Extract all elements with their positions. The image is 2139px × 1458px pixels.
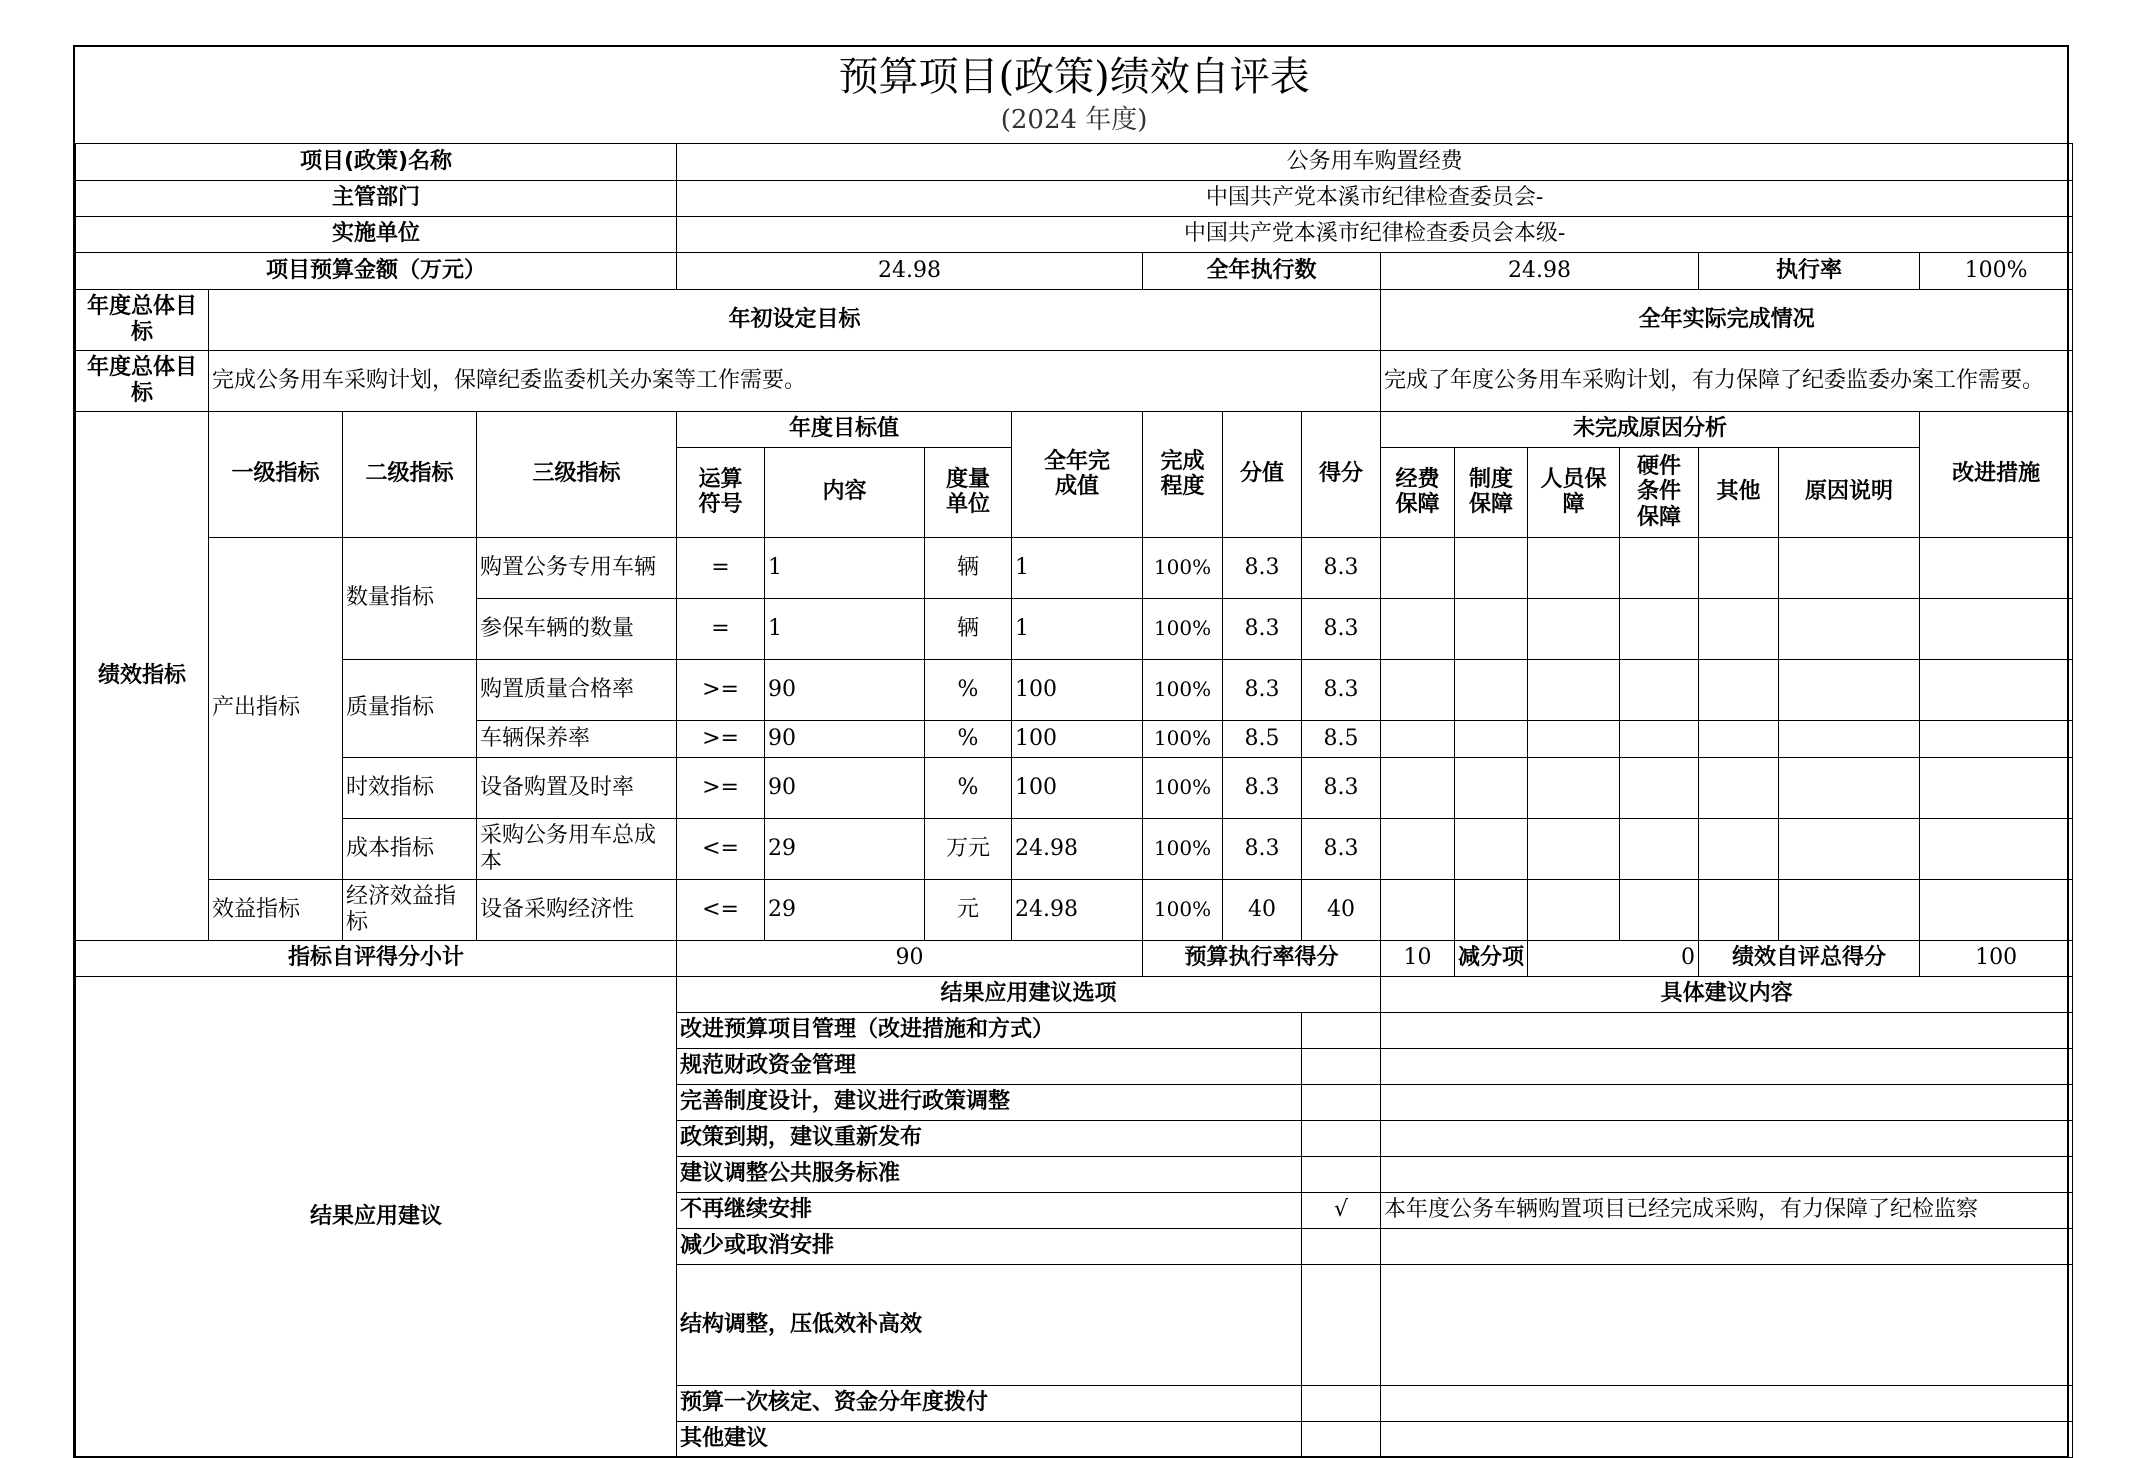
reason-cell	[1779, 598, 1920, 659]
reason-cell	[1699, 659, 1779, 720]
unit-cell: 万元	[925, 818, 1012, 879]
reason-cell	[1381, 757, 1455, 818]
score-cell: 8.3	[1223, 537, 1302, 598]
content-cell: 1	[765, 537, 925, 598]
reason-cell	[1528, 659, 1620, 720]
unit-cell: %	[925, 659, 1012, 720]
option-label: 改进预算项目管理（改进措施和方式）	[677, 1012, 1302, 1048]
option-check	[1302, 1048, 1381, 1084]
content-cell: 90	[765, 720, 925, 757]
reason-cell	[1528, 537, 1620, 598]
improve-cell	[1920, 757, 2073, 818]
got-cell: 8.3	[1302, 598, 1381, 659]
reason-cell	[1620, 879, 1699, 940]
reason-cell	[1699, 757, 1779, 818]
reason-cell	[1699, 818, 1779, 879]
page-subtitle: (2024 年度)	[1000, 104, 1148, 135]
op-cell: <=	[677, 879, 765, 940]
subtotal-label: 指标自评得分小计	[76, 940, 677, 976]
reason-cell	[1455, 537, 1528, 598]
content-cell: 29	[765, 818, 925, 879]
option-content	[1381, 1012, 2073, 1048]
reason-cell	[1620, 598, 1699, 659]
header-op: 运算符号	[677, 447, 765, 537]
got-cell: 8.5	[1302, 720, 1381, 757]
reason-cell	[1455, 598, 1528, 659]
unit-cell: %	[925, 720, 1012, 757]
level3-cell: 设备采购经济性	[477, 879, 677, 940]
op-cell: >=	[677, 659, 765, 720]
header-reason-other: 其他	[1699, 447, 1779, 537]
score-cell: 8.3	[1223, 818, 1302, 879]
goal-row-label: 年度总体目标	[76, 350, 209, 411]
reason-cell	[1779, 537, 1920, 598]
initial-goal-text: 完成公务用车采购计划，保障纪委监委机关办案等工作需要。	[209, 350, 1381, 411]
op-cell: =	[677, 537, 765, 598]
option-label: 不再继续安排	[677, 1192, 1302, 1228]
got-cell: 8.3	[1302, 659, 1381, 720]
reason-cell	[1528, 818, 1620, 879]
actual-cell: 24.98	[1012, 879, 1143, 940]
option-content	[1381, 1228, 2073, 1264]
op-cell: <=	[677, 818, 765, 879]
reason-cell	[1699, 720, 1779, 757]
option-label: 完善制度设计，建议进行政策调整	[677, 1084, 1302, 1120]
op-cell: >=	[677, 757, 765, 818]
improve-cell	[1920, 818, 2073, 879]
option-check	[1302, 1012, 1381, 1048]
level2-cell: 成本指标	[343, 818, 477, 879]
level3-cell: 购置公务专用车辆	[477, 537, 677, 598]
level2-cell: 时效指标	[343, 757, 477, 818]
project-name-value: 公务用车购置经费	[677, 143, 2073, 180]
content-cell: 90	[765, 659, 925, 720]
header-actual: 全年完成值	[1012, 411, 1143, 537]
option-content	[1381, 1156, 2073, 1192]
unit-cell: 辆	[925, 598, 1012, 659]
unit-cell: 元	[925, 879, 1012, 940]
op-cell: =	[677, 598, 765, 659]
option-check	[1302, 1120, 1381, 1156]
indicator-section-label: 绩效指标	[76, 411, 209, 940]
option-label: 政策到期，建议重新发布	[677, 1120, 1302, 1156]
budget-score-value: 10	[1381, 940, 1455, 976]
content-header: 具体建议内容	[1381, 976, 2073, 1012]
reason-cell	[1455, 720, 1528, 757]
option-check	[1302, 1264, 1381, 1385]
header-got: 得分	[1302, 411, 1381, 537]
unit-value: 中国共产党本溪市纪律检查委员会本级-	[677, 216, 2073, 252]
option-check	[1302, 1421, 1381, 1457]
initial-goal-header: 年初设定目标	[209, 289, 1381, 350]
exec-value: 24.98	[1381, 252, 1699, 289]
degree-cell: 100%	[1143, 818, 1223, 879]
reason-cell	[1528, 879, 1620, 940]
evaluation-sheet	[73, 45, 2069, 1458]
header-reason-staff: 人员保障	[1528, 447, 1620, 537]
subtotal-value: 90	[677, 940, 1143, 976]
deduct-value: 0	[1528, 940, 1699, 976]
evaluation-table	[75, 47, 2073, 1458]
level3-cell: 购置质量合格率	[477, 659, 677, 720]
reason-cell	[1620, 757, 1699, 818]
option-content	[1381, 1385, 2073, 1421]
content-cell: 90	[765, 757, 925, 818]
page-title: 预算项目(政策)绩效自评表	[838, 53, 1310, 100]
unit-label: 实施单位	[76, 216, 677, 252]
level2-cell: 数量指标	[343, 537, 477, 659]
option-check	[1302, 1156, 1381, 1192]
degree-cell: 100%	[1143, 720, 1223, 757]
reason-cell	[1528, 720, 1620, 757]
header-degree: 完成程度	[1143, 411, 1223, 537]
results-section-label: 结果应用建议	[76, 976, 677, 1457]
dept-label: 主管部门	[76, 180, 677, 216]
option-check	[1302, 1228, 1381, 1264]
reason-cell	[1455, 818, 1528, 879]
reason-cell	[1779, 659, 1920, 720]
option-content	[1381, 1421, 2073, 1457]
option-content	[1381, 1120, 2073, 1156]
reason-cell	[1528, 598, 1620, 659]
reason-cell	[1699, 879, 1779, 940]
degree-cell: 100%	[1143, 757, 1223, 818]
degree-cell: 100%	[1143, 598, 1223, 659]
score-cell: 8.3	[1223, 659, 1302, 720]
reason-cell	[1381, 818, 1455, 879]
level3-cell: 参保车辆的数量	[477, 598, 677, 659]
header-reason-system: 制度保障	[1455, 447, 1528, 537]
got-cell: 8.3	[1302, 757, 1381, 818]
option-check: √	[1302, 1192, 1381, 1228]
header-level2: 二级指标	[343, 411, 477, 537]
option-content	[1381, 1048, 2073, 1084]
content-cell: 1	[765, 598, 925, 659]
deduct-label: 减分项	[1455, 940, 1528, 976]
option-label: 结构调整，压低效补高效	[677, 1264, 1302, 1385]
score-cell: 40	[1223, 879, 1302, 940]
reason-cell	[1779, 879, 1920, 940]
level3-cell: 采购公务用车总成本	[477, 818, 677, 879]
budget-value: 24.98	[677, 252, 1143, 289]
actual-goal-text: 完成了年度公务用车采购计划，有力保障了纪委监委办案工作需要。	[1381, 350, 2073, 411]
header-level1: 一级指标	[209, 411, 343, 537]
improve-cell	[1920, 659, 2073, 720]
dept-value: 中国共产党本溪市纪律检查委员会-	[677, 180, 2073, 216]
total-value: 100	[1920, 940, 2073, 976]
score-cell: 8.5	[1223, 720, 1302, 757]
op-cell: >=	[677, 720, 765, 757]
level3-cell: 车辆保养率	[477, 720, 677, 757]
header-reason-hardware: 硬件条件保障	[1620, 447, 1699, 537]
goal-row-label: 年度总体目标	[76, 289, 209, 350]
improve-cell	[1920, 720, 2073, 757]
reason-cell	[1620, 818, 1699, 879]
unit-cell: 辆	[925, 537, 1012, 598]
reason-cell	[1381, 537, 1455, 598]
reason-cell	[1779, 757, 1920, 818]
actual-cell: 100	[1012, 757, 1143, 818]
reason-cell	[1779, 818, 1920, 879]
header-content: 内容	[765, 447, 925, 537]
actual-cell: 100	[1012, 659, 1143, 720]
actual-cell: 1	[1012, 598, 1143, 659]
total-label: 绩效自评总得分	[1699, 940, 1920, 976]
reason-cell	[1699, 598, 1779, 659]
reason-cell	[1528, 757, 1620, 818]
header-target-group: 年度目标值	[677, 411, 1012, 447]
score-cell: 8.3	[1223, 757, 1302, 818]
option-label: 建议调整公共服务标准	[677, 1156, 1302, 1192]
header-score: 分值	[1223, 411, 1302, 537]
rate-value: 100%	[1920, 252, 2073, 289]
improve-cell	[1920, 598, 2073, 659]
option-label: 减少或取消安排	[677, 1228, 1302, 1264]
got-cell: 40	[1302, 879, 1381, 940]
reason-cell	[1455, 659, 1528, 720]
actual-goal-header: 全年实际完成情况	[1381, 289, 2073, 350]
score-cell: 8.3	[1223, 598, 1302, 659]
option-label: 规范财政资金管理	[677, 1048, 1302, 1084]
reason-cell	[1381, 659, 1455, 720]
reason-cell	[1699, 537, 1779, 598]
improve-cell	[1920, 537, 2073, 598]
reason-cell	[1381, 879, 1455, 940]
header-unit: 度量单位	[925, 447, 1012, 537]
degree-cell: 100%	[1143, 537, 1223, 598]
reason-cell	[1381, 598, 1455, 659]
improve-cell	[1920, 879, 2073, 940]
rate-label: 执行率	[1699, 252, 1920, 289]
reason-cell	[1455, 879, 1528, 940]
project-name-label: 项目(政策)名称	[76, 143, 677, 180]
options-header: 结果应用建议选项	[677, 976, 1381, 1012]
degree-cell: 100%	[1143, 659, 1223, 720]
budget-score-label: 预算执行率得分	[1143, 940, 1381, 976]
reason-cell	[1620, 659, 1699, 720]
level2-cell: 质量指标	[343, 659, 477, 757]
reason-cell	[1381, 720, 1455, 757]
header-level3: 三级指标	[477, 411, 677, 537]
reason-cell	[1620, 537, 1699, 598]
reason-cell	[1779, 720, 1920, 757]
reason-cell	[1455, 757, 1528, 818]
option-label: 其他建议	[677, 1421, 1302, 1457]
reason-cell	[1620, 720, 1699, 757]
exec-label: 全年执行数	[1143, 252, 1381, 289]
got-cell: 8.3	[1302, 537, 1381, 598]
header-reason-note: 原因说明	[1779, 447, 1920, 537]
header-reason-funding: 经费保障	[1381, 447, 1455, 537]
actual-cell: 1	[1012, 537, 1143, 598]
benefit-indicator-label: 效益指标	[209, 879, 343, 940]
title-block	[76, 47, 2073, 143]
level2-cell: 经济效益指标	[343, 879, 477, 940]
level3-cell: 设备购置及时率	[477, 757, 677, 818]
option-content	[1381, 1264, 2073, 1385]
actual-cell: 100	[1012, 720, 1143, 757]
output-indicator-label: 产出指标	[209, 537, 343, 879]
option-label: 预算一次核定、资金分年度拨付	[677, 1385, 1302, 1421]
header-improve: 改进措施	[1920, 411, 2073, 537]
unit-cell: %	[925, 757, 1012, 818]
option-content	[1381, 1084, 2073, 1120]
option-check	[1302, 1084, 1381, 1120]
actual-cell: 24.98	[1012, 818, 1143, 879]
degree-cell: 100%	[1143, 879, 1223, 940]
content-cell: 29	[765, 879, 925, 940]
option-check	[1302, 1385, 1381, 1421]
got-cell: 8.3	[1302, 818, 1381, 879]
option-content: 本年度公务车辆购置项目已经完成采购，有力保障了纪检监察	[1381, 1192, 2073, 1228]
budget-label: 项目预算金额（万元）	[76, 252, 677, 289]
header-reason-group: 未完成原因分析	[1381, 411, 1920, 447]
